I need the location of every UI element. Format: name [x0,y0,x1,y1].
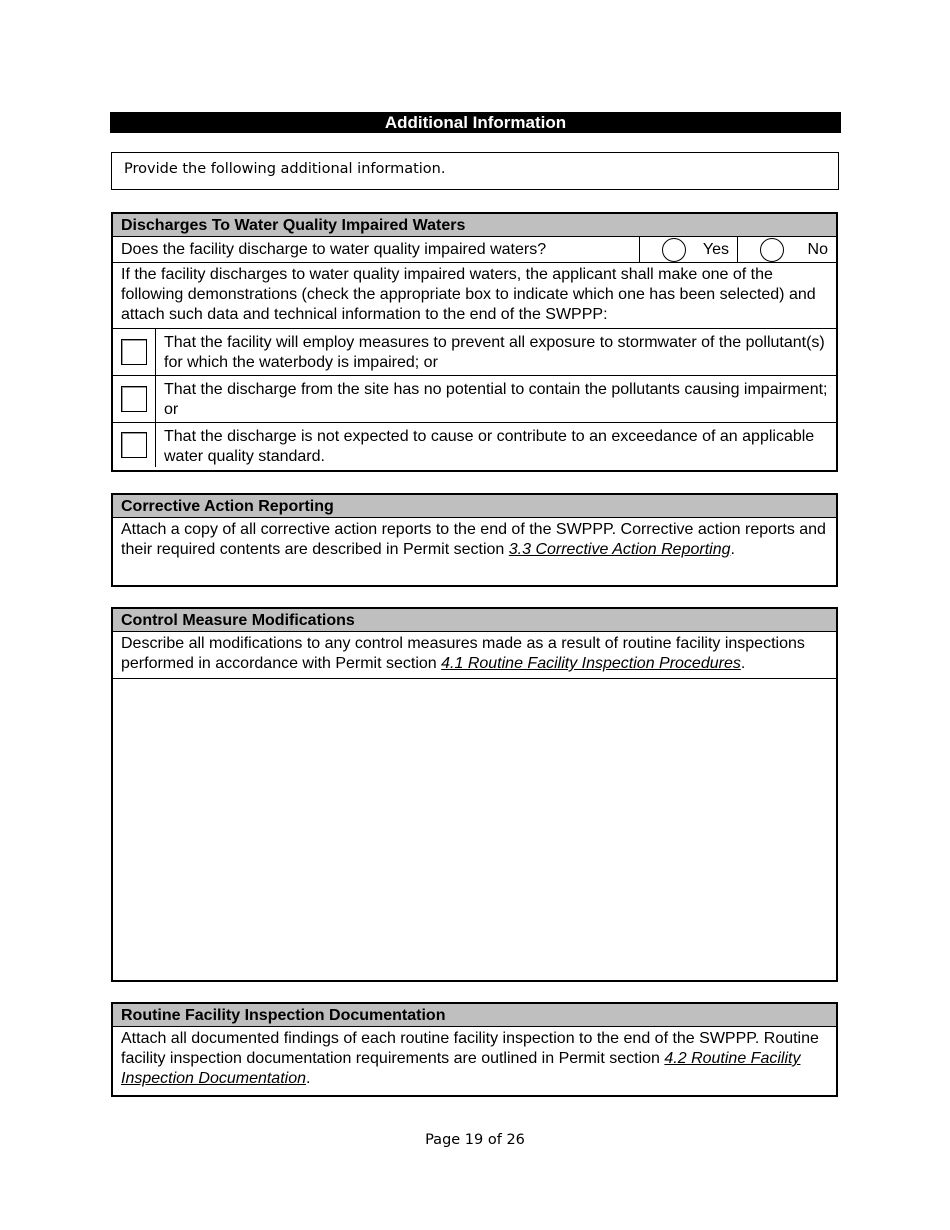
corrective-action-header: Corrective Action Reporting [113,495,836,518]
impaired-instructions: If the facility discharges to water quality impaired waters, the applicant shall make one of the following demonstrations (check the appropriate box to indicate which one has been selected) and attach such data and technical information to the end of the SWPPP: [121,266,816,323]
intro-text: Provide the following additional information. [124,161,446,177]
demonstration-checkbox-2[interactable] [121,386,147,412]
demonstration-row-2 [113,375,836,422]
inspection-documentation-section [111,1002,838,1097]
demonstration-row-3 [113,422,836,467]
demonstration-text-2: That the discharge from the site has no potential to contain the pollutants causing impairment; or [164,381,828,418]
inspection-documentation-text: Attach all documented findings of each routine facility inspection to the end of the SWPPP. Routine facility inspection documentation requirements are outlined in Permit section 4.2 Routine Facility Inspection Documentation. [121,1030,819,1087]
control-measure-section [111,607,838,982]
inspection-permit-ref: 4.2 Routine Facility Inspection Documentation [121,1050,801,1087]
modifications-entry-area[interactable] [113,678,836,958]
control-measure-header: Control Measure Modifications [113,609,836,632]
control-measure-text: Describe all modifications to any control measures made as a result of routine facility inspections performed in accordance with Permit section 4.1 Routine Facility Inspection Procedures. [121,635,805,672]
yes-option[interactable] [640,237,738,262]
demonstration-checkbox-3[interactable] [121,432,147,458]
demonstration-text-3: That the discharge is not expected to cause or contribute to an exceedance of an applicable water quality standard. [164,428,815,465]
no-option[interactable] [738,237,836,262]
demonstration-row-1 [113,328,836,375]
yes-radio[interactable] [662,238,686,262]
yes-label: Yes [702,240,729,258]
corrective-action-permit-ref: 3.3 Corrective Action Reporting [508,541,731,558]
no-label: No [807,240,828,258]
inspection-documentation-header: Routine Facility Inspection Documentation [113,1004,836,1027]
corrective-action-text: Attach a copy of all corrective action reports to the end of the SWPPP. Corrective action reports and their required contents are described in Permit section 3.3 Corrective Action Reporting. [121,521,826,558]
impaired-question-row [113,237,836,263]
impaired-waters-header: Discharges To Water Quality Impaired Waters [113,214,836,237]
page-number: Page 19 of 26 [425,1132,525,1148]
no-radio[interactable] [760,238,784,262]
demonstration-text-1: That the facility will employ measures to prevent all exposure to stormwater of the pollutant(s) for which the waterbody is impaired; or [164,334,825,371]
corrective-action-section [111,493,838,587]
section-banner: Additional Information [110,112,841,133]
impaired-question: Does the facility discharge to water quality impaired waters? [113,237,640,262]
control-measure-permit-ref: 4.1 Routine Facility Inspection Procedures [441,655,741,672]
demonstration-checkbox-1[interactable] [121,339,147,365]
intro-box [111,152,839,190]
impaired-waters-section [111,212,838,472]
